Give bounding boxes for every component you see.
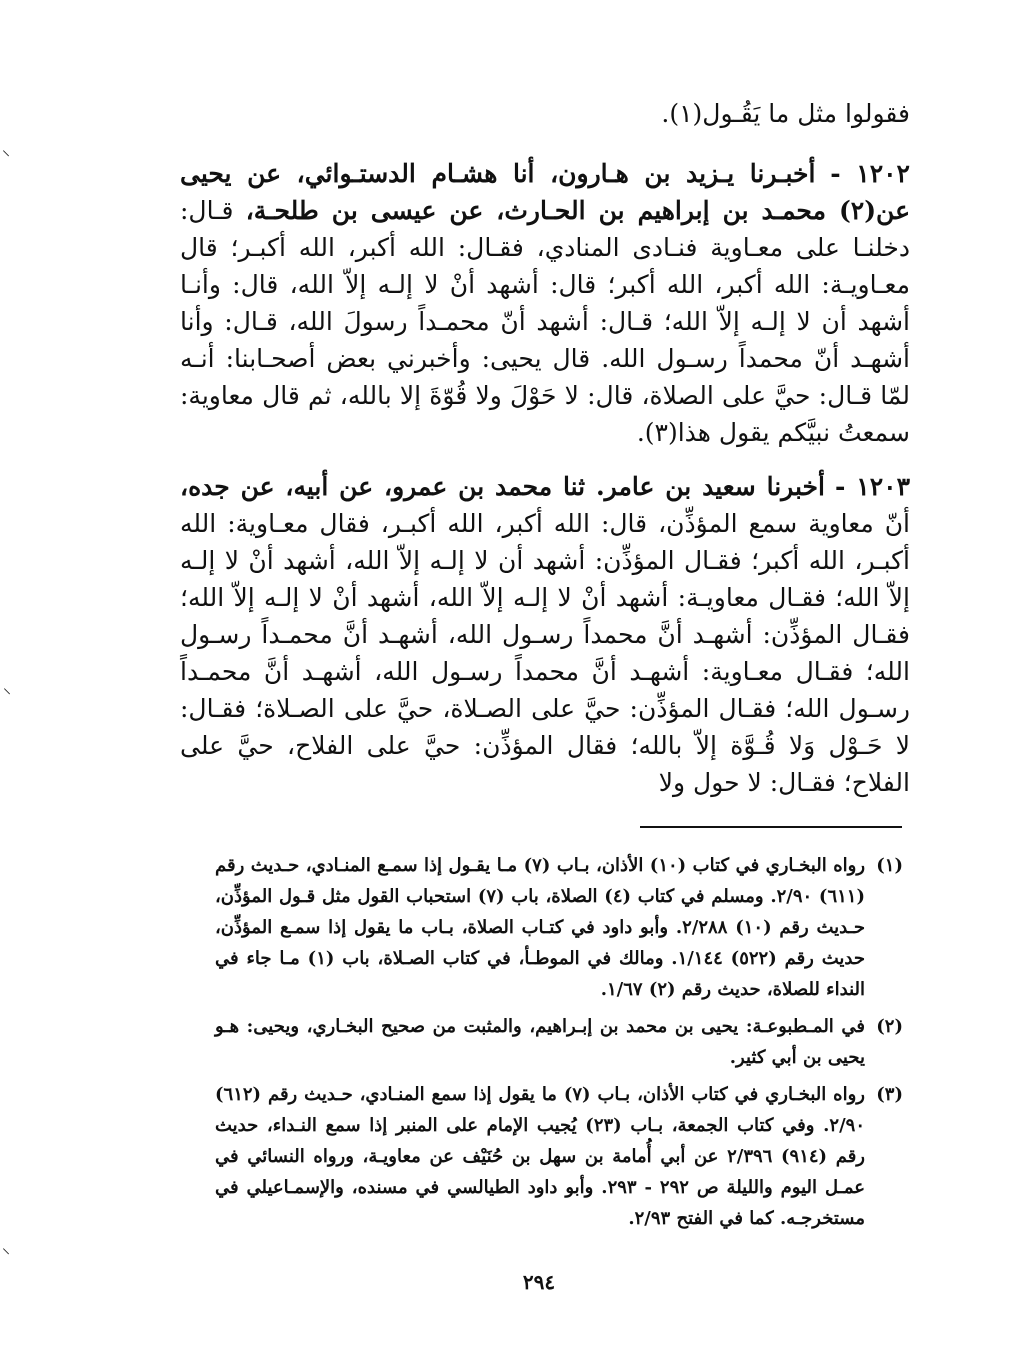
footnote-text: في المـطبوعـة: يحيى بن محمد بن إبـراهيم، والمثبت من صحيح البخـاري، ويحيى: هـو يحيى بن أبي كثير.: [215, 1016, 865, 1068]
footnote-2: [215, 1011, 903, 1073]
scan-artifact-mark: ⸜: [2, 140, 11, 159]
hadith-number: ١٢٠٢ -: [830, 159, 910, 188]
footnote-text: رواه البخـاري في كتاب (١٠) الأذان، بـاب (٧) مـا يقـول إذا سمـع المنـادي، حـديث رقم (٦١١) ٢/٩٠. ومسلم في كتاب (٤) الصلاة، باب (٧) استحباب القول مثل قـول المؤذِّن، حـديث رقم (١٠) ٢/٢٨٨. وأبو داود في كتـاب الصلاة، بـاب ما يقول إذا سمـع المؤذِّن، حديث رقم (٥٢٢) ١/١٤٤. ومالك في الموطـأ، في كتاب الصـلاة، باب (١) مـا جاء في النداء للصلاة، حديث رقم (٢) ١/٦٧.: [215, 855, 866, 1000]
page-number: ٢٩٤: [522, 1270, 556, 1294]
footnote-1: [215, 850, 903, 1005]
opening-text: فقولوا مثل ما يَقُـول(١).: [661, 99, 910, 128]
footnotes-section: [215, 850, 903, 1240]
scan-artifact-mark: ⸜: [2, 1238, 11, 1257]
footnote-separator: [640, 826, 902, 828]
hadith-chain: أخبـرنا يـزيد بن هـارون، أنا هشـام الدستـوائي، عن يحيى عن(٢) محمـد بن إبراهيم بن الحـارث، عن عيسى بن طلحـة،: [180, 159, 910, 225]
footnote-marker: (١): [876, 855, 903, 876]
footnote-3: [215, 1079, 903, 1234]
opening-line: [180, 95, 910, 132]
hadith-1202-paragraph: [180, 155, 910, 451]
footnote-marker: (٣): [876, 1084, 903, 1105]
hadith-number: ١٢٠٣ -: [835, 472, 910, 501]
hadith-1203-paragraph: [180, 468, 910, 801]
footnote-text: رواه البخـاري في كتاب الأذان، بـاب (٧) ما يقول إذا سمع المنـادي، حـديث رقم (٦١٢) ٢/٩٠. وفي كتاب الجمعة، بـاب (٢٣) يُجيب الإمام على المنبر إذا سمع النـداء، حديث رقم (٩١٤) ٢/٣٩٦ عن أبي أُمامة بن سهل بن حُنَيْف عن معاويـة، ورواه النسائي في عمـل اليوم والليلة ص ٢٩٢ - ٢٩٣. وأبو داود الطيالسي في مسنده، والإسمـاعيلي في مستخرجـه. كما في الفتح ٢/٩٣.: [215, 1084, 865, 1229]
scan-artifact-mark: ⸜: [3, 678, 12, 697]
hadith-text: قـال: دخلنـا على معـاوية فنـادى المنادي، فقـال: الله أكبر، الله أكبـر؛ قال معـاويـة: الله أكبر، الله أكبر؛ قال: أشهد أنْ لا إلـه إلاّ الله، قال: وأنـا أشهد أن لا إلـه إلاّ الله؛ قـال: أشهد أنّ محمـداً رسولَ الله، قـال: وأنا أشهـد أنّ محمداً رسـول الله. قال يحيى: وأخبرني بعض أصحـابنا: أنـه لمّا قـال: حيَّ على الصلاة، قال: لا حَوْلَ ولا قُوّةَ إلا بالله، ثم قال معاوية: سمعتُ نبيَّكم يقول هذا(٣).: [180, 196, 910, 447]
hadith-text: أنّ معاوية سمع المؤذِّن، قال: الله أكبر، الله أكبـر، فقال معـاوية: الله أكبـر، الله أكبر؛ فقـال المؤذِّن: أشهد أن لا إلـه إلاّ الله، أشهد أنْ لا إلـه إلاّ الله؛ فقـال معاويـة: أشهد أنْ لا إلـه إلاّ الله، أشهد أنْ لا إلـه إلاّ الله؛ فقـال المؤذِّن: أشهـد أنَّ محمداً رسـول الله، أشهـد أنَّ محمـداً رسـول الله؛ فقـال معـاوية: أشهـد أنَّ محمداً رسـول الله، أشهـد أنَّ محمـداً رسـول الله؛ فقـال المؤذِّن: حيَّ على الصـلاة، حيَّ على الصـلاة؛ فقـال: لا حَـوْل وَلا قُـوَّة إلاّ بالله؛ فقال المؤذِّن: حيَّ على الفلاح، حيَّ على الفلاح؛ فقـال: لا حول ولا: [180, 509, 910, 797]
hadith-chain: أخبرنا سعيد بن عامر. ثنا محمد بن عمرو، عن أبيه، عن جده،: [180, 472, 825, 501]
footnote-marker: (٢): [876, 1016, 903, 1037]
